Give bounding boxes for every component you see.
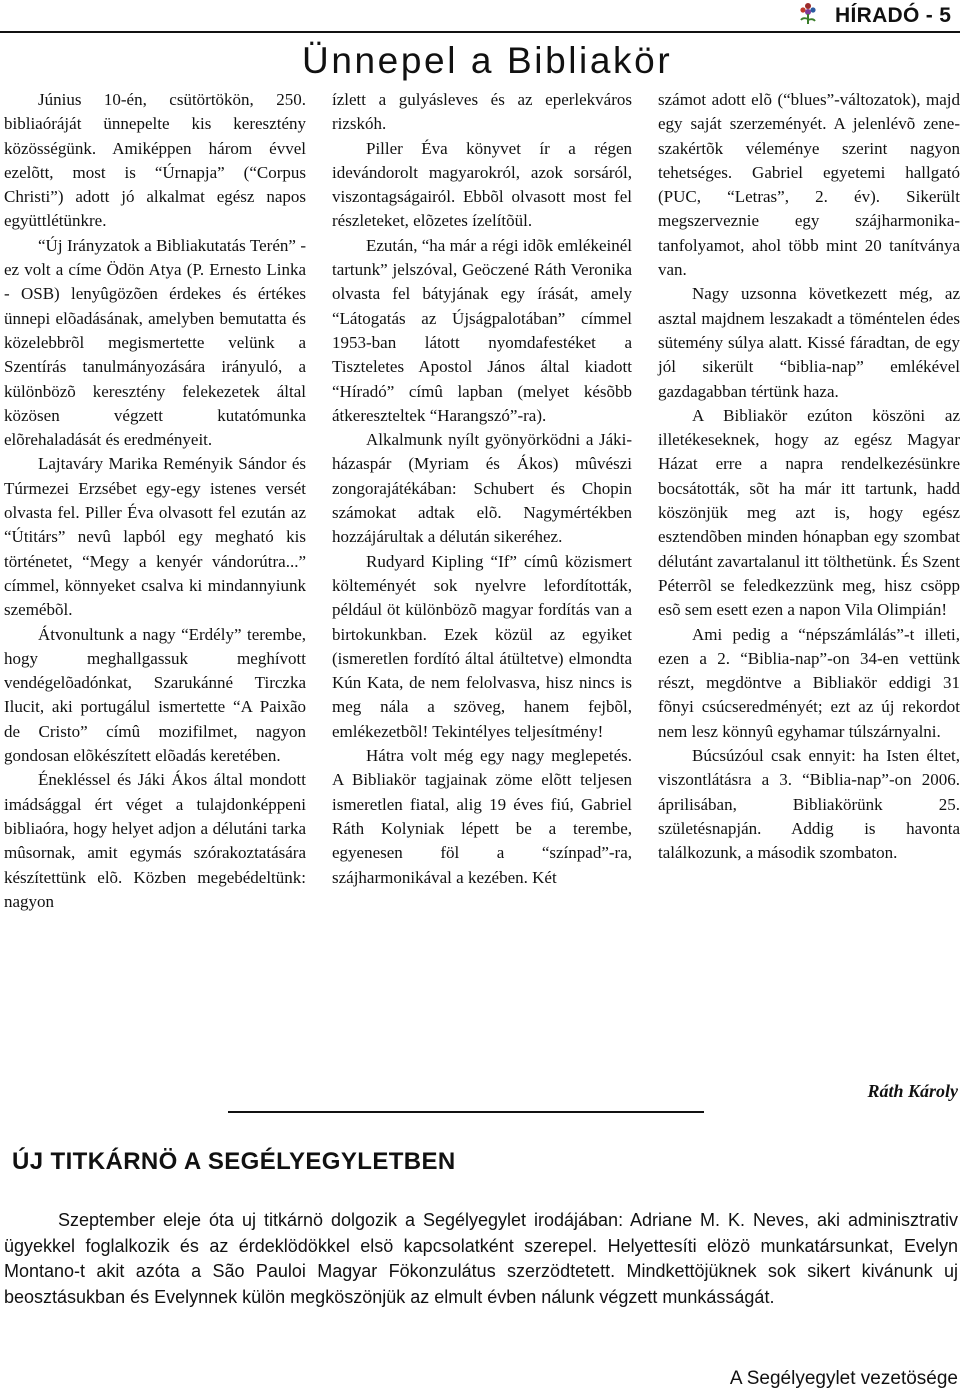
paragraph: Alkalmunk nyílt gyönyörködni a Jáki-házaspár (Myriam és Ákos) mûvészi zongorajátékában: Schubert és Chopin számokat adtak elõ. Nagymértékben hozzájárultak a délután sikeréhez. xyxy=(332,430,632,547)
notice-paragraph: Szeptember eleje óta uj titkárnö dolgozik a Segélyegylet irodájában: Adriane M. K. Neves, aki adminisztrativ ügyekkel foglalkozik és az érdeklödökkel elsö kapcsolatként szerepel. Helyettesíti elözö munkatársunkat, Evelyn Montano-t akit azóta a São Pauloi Magyar Fökonzulátus szerzödtetett. Mindkettöjüknek sok sikert kivánunk uj beosztásukban és Evelynnek külön megköszönjük az elmult évben nálunk végzett munkásságát. xyxy=(4,1210,958,1307)
paragraph: Június 10-én, csütörtökön, 250. bibliaóráját ünnepelte kis keresztény közösségünk. Amiképpen három évvel ezelõtt, most is “Úrnapja” (“Corpus Christi”) adott jó alkalmat egész napos együttlétünkre. xyxy=(4,90,306,231)
paragraph: Hátra volt még egy nagy meglepetés. A Bibliakör tagjainak zöme elõtt teljesen ismeretlen fiatal, alig 19 éves fiú, Gabriel Ráth Kolyniak lépett be a terembe, egyenesen föl a “színpad”-ra, szájharmonikával a kezében. Két xyxy=(332,746,632,887)
article-signature: Ráth Károly xyxy=(867,1081,958,1101)
paragraph: számot adott elõ (“blues”-változatok), majd egy saját szerzeményét. A jelenlévõ zene-szakértõk véleménye szerint nagyon tehetséges. Gabriel egyetemi hallgató (PUC, “Letras”, 2. év). Sikerült megszerveznie egy szájharmonika-tanfolyamot, ahol több mint 20 tanítványa van. xyxy=(658,90,960,280)
article-column-middle xyxy=(332,88,632,890)
page-header xyxy=(0,0,960,40)
article-column-left xyxy=(4,88,306,914)
paragraph: A Bibliakör ezúton köszöni az illetékeseknek, hogy az egész Magyar Házat erre a napra rendelkezésünkre bocsátották, sõt ha már itt tartunk, hadd köszönjük meg azt is, hogy egész esztendõben minden hónapban egy szombat délutánt zavartalanul itt tölthetünk. És Szent Péterrõl se feledkezzünk meg, hisz csöpp esõ sem esett ezen a napon Vila Olimpián! xyxy=(658,405,960,620)
article-title: Ünnepel a Bibliakör xyxy=(302,40,673,81)
article-column-right xyxy=(658,88,960,866)
paragraph: Ami pedig a “népszámlálás”-t illeti, ezen a 2. “Biblia-nap”-on 34-en vettünk részt, megdöntve a Bibliakör eddigi 31 fõnyi csúcseredményét; ezt az új rekordot nem lesz könnyû egyhamar túlszárnyalni. xyxy=(658,624,960,741)
notice-signature: A Segélyegylet vezetösége xyxy=(729,1368,958,1389)
paragraph: ízlett a gulyásleves és az eperlekváros rizskóh. xyxy=(332,90,632,134)
paragraph: “Új Irányzatok a Bibliakutatás Terén” - ez volt a címe Ödön Atya (P. Ernesto Linka - OSB) lenyûgözõen érdekes és értékes ünnepi elõadásának, amelyben bemutatta és közelebbrõl megismertette velünk a Szentírás tanulmányozására irányuló, a különbözõ keresztény felekezetek által közösen végzett kutatómunka elõrehaladását és eredményeit. xyxy=(4,235,306,450)
paragraph: Énekléssel és Jáki Ákos által mondott imádsággal ért véget a tulajdonképpeni bibliaóra, hogy helyet adjon a délutáni tarka mûsornak, amit egymás szórakoztatására készítettünk elõ. Közben megebédeltünk: nagyon xyxy=(4,770,306,911)
section-divider xyxy=(228,1111,704,1113)
page-header-label: HÍRADÓ - 5 xyxy=(835,4,952,27)
paragraph: Piller Éva könyvet ír a régen idevándorolt magyarokról, azok sorsáról, viszontagságairól. Ebbõl olvasott most fel részleteket, elõzetes ízelítõül. xyxy=(332,138,632,231)
notice-body xyxy=(4,1208,958,1310)
paragraph: Ezután, “ha már a régi idõk emlékeinél tartunk” jelszóval, Geöczené Ráth Veronika olvasta fel bátyjának egy írását, amely “Látogatás az Újságpalotában” címmel 1953-ban látott nyomdafestéket a Tiszteletes Apostol János által kiadott “Híradó” címû lapban (melyet késõbb átkereszteltek “Harangszó”-ra). xyxy=(332,235,632,425)
header-rule xyxy=(0,31,960,33)
paragraph: Búcsúzóul csak ennyit: ha Isten éltet, viszontlátásra a 3. “Biblia-nap”-on 2006. áprilisában, Bibliakörünk 25. születésnapján. Addig is havonta találkozunk, a második szombaton. xyxy=(658,746,960,863)
paragraph: Lajtaváry Marika Reményik Sándor és Túrmezei Erzsébet egy-egy istenes versét olvasta fel. Piller Éva olvasott fel ezután az “Útitárs” nevû lapból egy megható kis történetet, “Megy a kenyér vándorútra...” címmel, könnyeket csalva ki mindannyiunk szemébõl. xyxy=(4,454,306,620)
paragraph: Átvonultunk a nagy “Erdély” terembe, hogy meghallgassuk meghívott vendégelõadónkat, Szarukánné Tirczka Ilucit, aki portugálul ismertette “A Paixão de Cristo” címû mozifilmet, nagyon gondosan elõkészített elõadás keretében. xyxy=(4,624,306,766)
flower-logo-icon xyxy=(797,2,819,26)
paragraph: Nagy uzsonna következett még, az asztal majdnem leszakadt a töméntelen édes sütemény súlya alatt. Kissé fáradtan, de egy jól sikerült “biblia-nap” emlékével gazdagabban tértünk haza. xyxy=(658,284,960,401)
paragraph: Rudyard Kipling “If” címû közismert költeményét sok nyelvre lefordították, például öt különbözõ magyar fordítás van a birtokunkban. Ezek közül az egyiket (ismeretlen fordító által átültetve) elmondta Kún Kata, de nem felolvasva, hisz nincs is meg nála a szöveg, hanem fejbõl, emlékezetbõl! Tekintélyes teljesítmény! xyxy=(332,551,632,741)
notice-heading: ÚJ TITKÁRNÖ A SEGÉLYEGYLETBEN xyxy=(12,1148,456,1175)
